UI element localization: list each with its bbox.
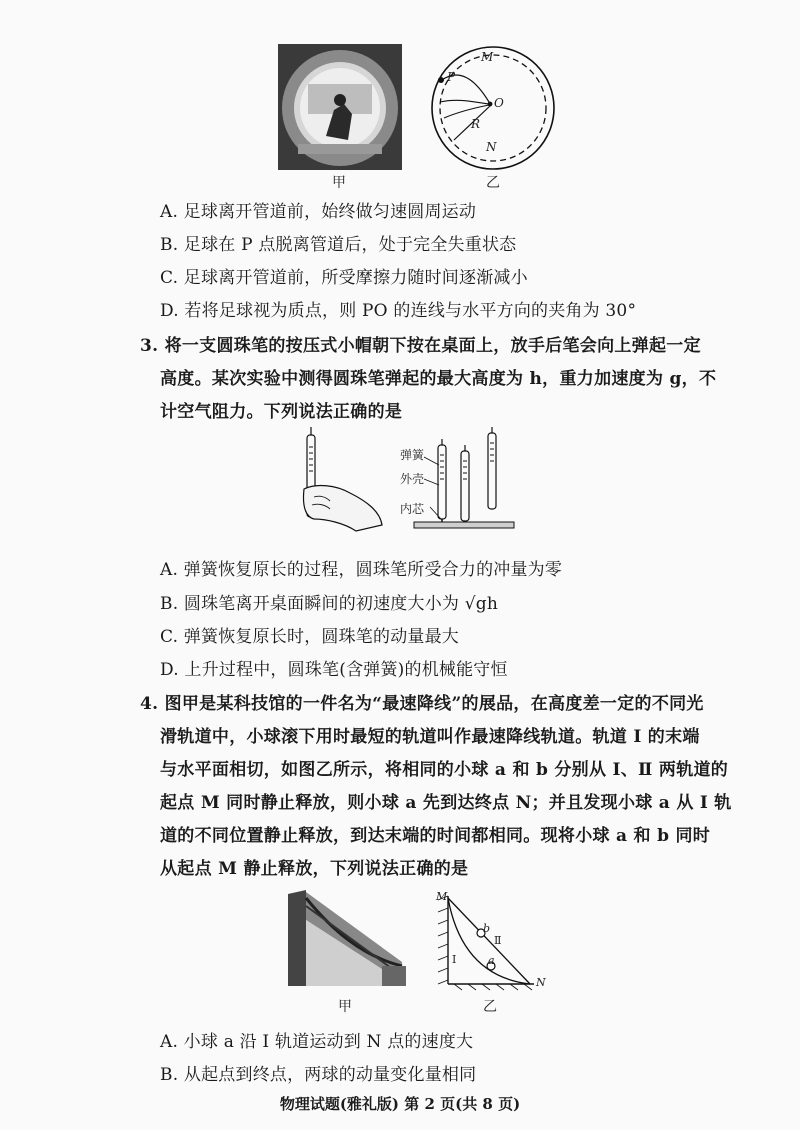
- q2-option-a: A. 足球离开管道前，始终做匀速圆周运动: [160, 202, 477, 222]
- q2-option-b: B. 足球在 P 点脱离管道后，处于完全失重状态: [160, 235, 517, 255]
- track-label-M: M: [436, 890, 448, 903]
- track-label-N: N: [536, 976, 546, 989]
- label-R: R: [471, 117, 481, 131]
- q4-figure-caption-left: 甲: [338, 999, 352, 1015]
- pen-label-core: 内芯: [400, 502, 425, 516]
- q3-option-a: A. 弹簧恢复原长的过程，圆珠笔所受合力的冲量为零: [160, 560, 563, 580]
- label-N: N: [486, 140, 497, 154]
- q4-stem-line-1: 4. 图甲是某科技馆的一件名为“最速降线”的展品，在高度差一定的不同光: [140, 694, 704, 714]
- q3-option-d: D. 上升过程中，圆珠笔(含弹簧)的机械能守恒: [160, 660, 508, 680]
- q4-stem-line-4: 起点 M 同时静止释放，则小球 a 先到达终点 N；并且发现小球 a 从 Ⅰ 轨: [160, 793, 732, 813]
- q3-stem-line-2: 高度。某次实验中测得圆珠笔弹起的最大高度为 h，重力加速度为 g，不: [160, 369, 717, 389]
- q2-figure-caption-left: 甲: [332, 175, 346, 191]
- q3-option-b: B. 圆珠笔离开桌面瞬间的初速度大小为 √gh: [160, 594, 498, 614]
- q2-figure-caption-right: 乙: [486, 175, 500, 191]
- q4-exhibit-photo: [282, 890, 412, 990]
- q4-figure-caption-right: 乙: [483, 999, 497, 1015]
- q4-stem-line-5: 道的不同位置静止释放，到达末端的时间都相同。现将小球 a 和 b 同时: [160, 826, 711, 846]
- track-label-a: a: [488, 954, 495, 967]
- q2-option-d: D. 若将足球视为质点，则 PO 的连线与水平方向的夹角为 30°: [160, 301, 637, 321]
- q4-option-b: B. 从起点到终点，两球的动量变化量相同: [160, 1065, 477, 1085]
- q4-option-a: A. 小球 a 沿 Ⅰ 轨道运动到 N 点的速度大: [160, 1032, 474, 1052]
- track-label-b: b: [483, 922, 491, 935]
- q2-option-c: C. 足球离开管道前，所受摩擦力随时间逐渐减小: [160, 268, 528, 288]
- q4-stem-line-6: 从起点 M 静止释放，下列说法正确的是: [160, 859, 469, 879]
- page-footer: 物理试题(雅礼版) 第 2 页(共 8 页): [279, 1095, 521, 1113]
- pen-label-spring: 弹簧: [400, 448, 425, 462]
- label-O: O: [494, 96, 504, 110]
- q4-stem-line-2: 滑轨道中，小球滚下用时最短的轨道叫作最速降线轨道。轨道 Ⅰ 的末端: [160, 727, 700, 747]
- track-label-II: Ⅱ: [494, 934, 502, 947]
- q3-option-c: C. 弹簧恢复原长时，圆珠笔的动量最大: [160, 627, 460, 647]
- track-label-I: Ⅰ: [452, 953, 457, 966]
- q4-track-diagram: [434, 892, 544, 992]
- pen-label-shell: 外壳: [400, 472, 425, 486]
- label-M: M: [481, 50, 494, 64]
- q4-stem-line-3: 与水平面相切，如图乙所示，将相同的小球 a 和 b 分别从 Ⅰ、Ⅱ 两轨道的: [160, 760, 729, 780]
- q3-stem-line-3: 计空气阻力。下列说法正确的是: [160, 402, 403, 422]
- label-P: P: [447, 70, 456, 84]
- q2-photo-figure: [278, 44, 402, 170]
- q3-stem-line-1: 3. 将一支圆珠笔的按压式小帽朝下按在桌面上，放手后笔会向上弹起一定: [140, 336, 701, 356]
